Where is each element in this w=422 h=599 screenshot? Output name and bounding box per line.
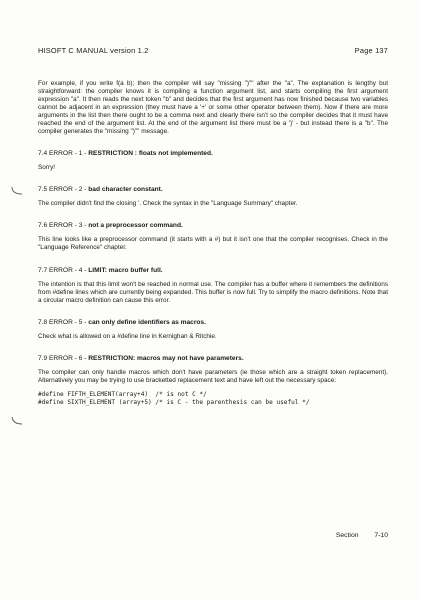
section-heading: 7.7 ERROR - 4 - LIMIT: macro buffer full. [38,266,163,274]
section-body: Sorry! [38,164,56,172]
margin-mark-icon [10,416,24,426]
intro-paragraph: For example, if you write f(a b); then the compiler will say "missing ")"" after the "a". The explanation is lengthy but straightforward: the compiler knows it is compiling a function argument list, and starts compiling the first argument expression "a". It then reads the next token "b" and decides that the first argument has now finished because two variables cannot be adjacent in an expression (they must have a '+' or some other operator between them). Now if there are more arguments in the list then there ought to be a comma next and clearly there isn't so the compiler decides that it must have reached the end of the argument list. At the end of the argument list there must be a ')' - but instead there is a "b". The compiler generates the "missing ")"" message. [38,80,388,136]
page-content [38,80,388,407]
section-body: This line looks like a preprocessor command (it starts with a #) but it isn't one that the compiler recognises. Check in the "Language Reference" chapter. [38,236,388,252]
section-heading: 7.6 ERROR - 3 - not a preprocessor command. [38,222,183,230]
code-line: #define FIFTH_ELEMENT(array+4) /* is not C */ [38,390,207,398]
footer-section-label: Section [335,532,359,539]
section-heading: 7.4 ERROR - 1 - RESTRICTION : floats not implemented. [38,150,213,158]
code-example [38,391,388,407]
section-heading: 7.8 ERROR - 5 - can only define identifiers as macros. [38,318,206,326]
page-number: Page 137 [354,46,388,55]
section-body: Check what is allowed on a #define line in Kernighan & Ritchie. [38,332,217,340]
page-footer [336,532,388,539]
margin-mark-icon [10,186,24,196]
section-heading: 7.9 ERROR - 6 - RESTRICTION: macros may not have parameters. [38,354,244,362]
section-body: The compiler didn't find the closing '. Check the syntax in the "Language Summary" chapter. [38,200,298,208]
footer-section-number: 7-10 [374,532,388,539]
section-body: The intention is that this limit won't be reached in normal use. The compiler has a buffer where it remembers the definitions from #define lines which are currently being expanded. This buffer is now full. Try to simplify the macro definitions. Note that a circular macro definition can cause this error. [38,280,388,304]
manual-title: HISOFT C MANUAL version 1.2 [38,46,149,55]
code-line: #define SIXTH_ELEMENT (array+5) /* is C - the parenthesis can be useful */ [38,399,310,406]
section-heading: 7.5 ERROR - 2 - bad character constant. [38,186,163,194]
section-body: The compiler can only handle macros which don't have parameters (ie those which are a straight token replacement). Alternatively you may be trying to use bracketted replacement text and have left out the necessary space: [38,368,388,384]
